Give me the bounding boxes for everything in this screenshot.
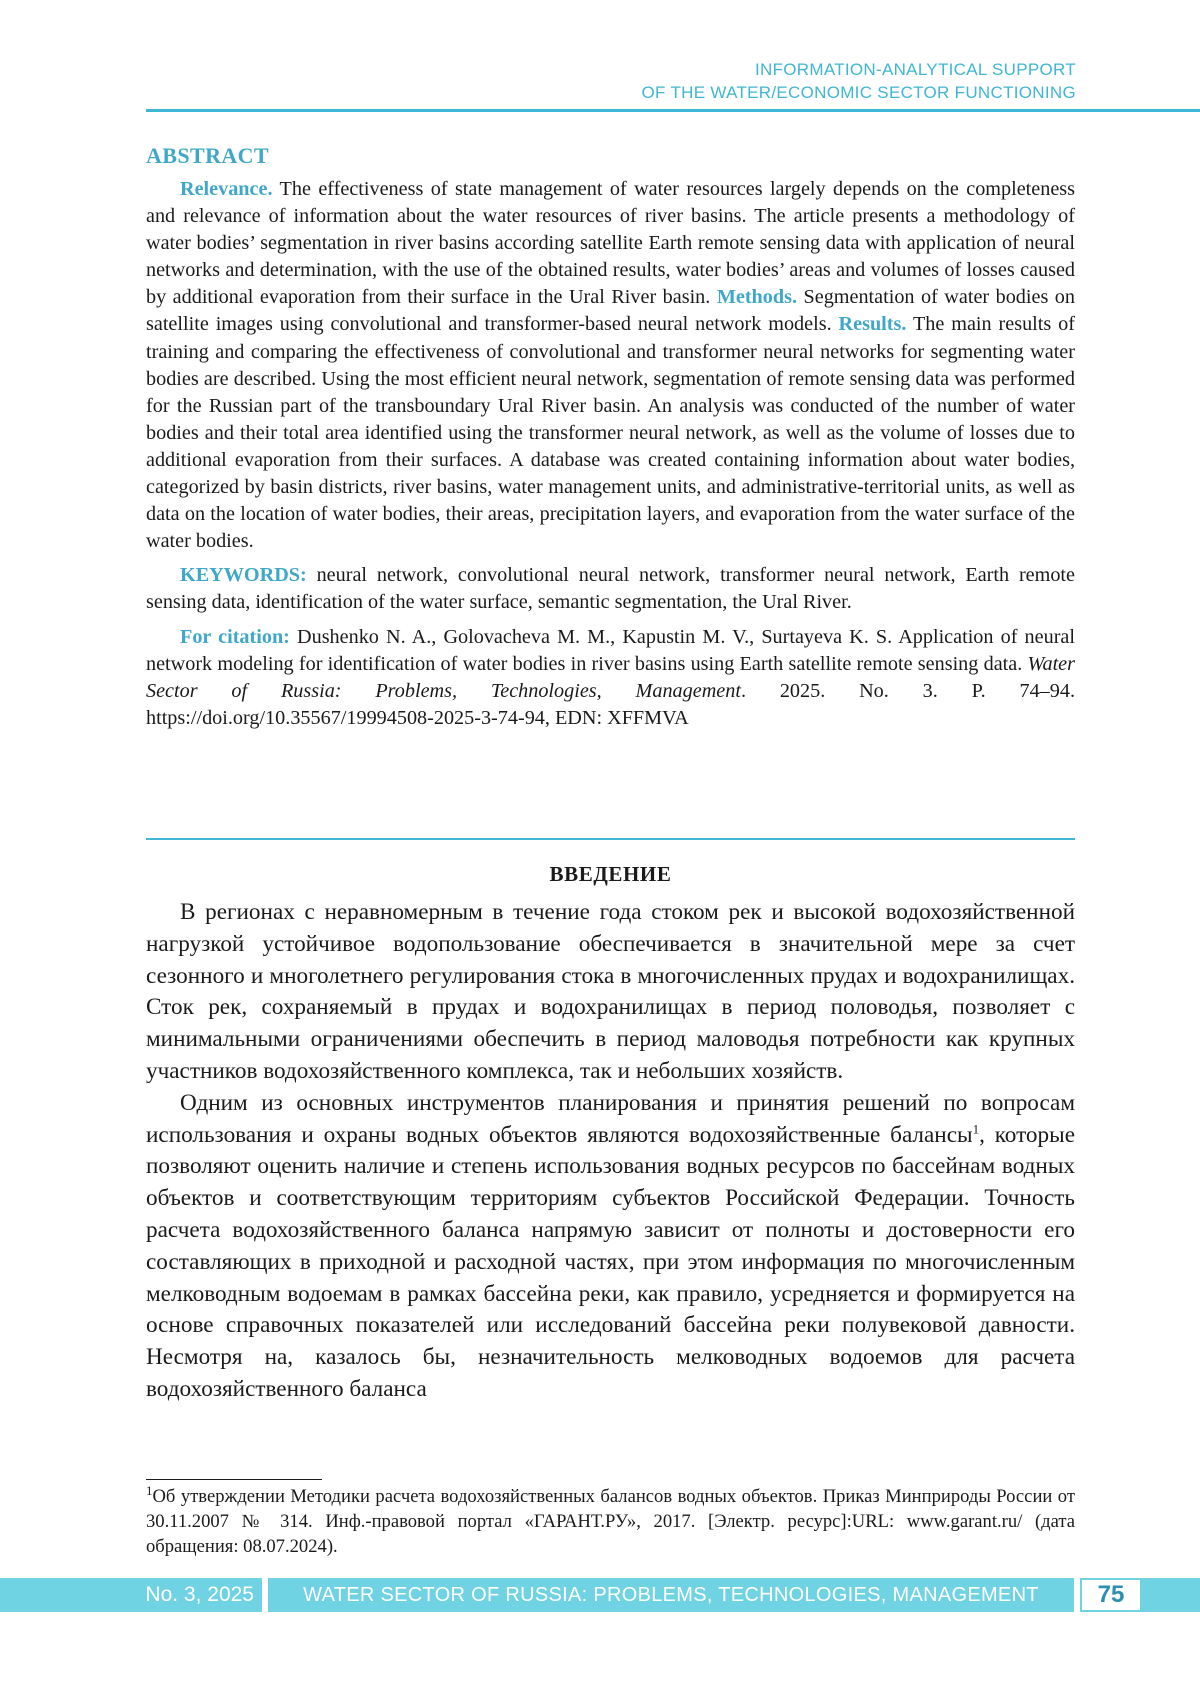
abstract-body: [146, 176, 1075, 739]
citation-journal: Water Sector of Russia: Problems, Technologies, Management: [146, 652, 1075, 702]
citation-label: For citation:: [180, 625, 290, 648]
footnote-marker: 1: [146, 1482, 153, 1498]
citation-text-2: . 2025. No. 3. P. 74–94. https://doi.org/10.35567/19994508-2025-3-74-94, EDN: XFFMVA: [146, 679, 1075, 729]
body-paragraph-2-part-b: , которые позволяют оценить наличие и степень использования водных ресурсов по бассейнам водных объектов и соответствующим территориям субъектов Российской Федерации. Точность расчета водохозяйственного баланса напрямую зависит от полноты и достоверности его составляющих в приходной и расходной частях, при этом информация по многочисленным мелководным водоемам в рамках бассейна реки, как правило, усредняется и формируется на основе справочных показателей или исследований бассейна реки полувековой давности. Несмотря на, казалось бы, незначительность мелководных водоемов для расчета водохозяйственного баланса: [146, 1121, 1075, 1402]
citation-paragraph: [146, 624, 1075, 732]
footnote: [146, 1484, 1075, 1559]
footnote-text: Об утверждении Методики расчета водохозяйственных балансов водных объектов. Приказ Минприроды России от 30.11.2007 № 314. Инф.-правовой портал «ГАРАНТ.РУ», 2017. [Электр. ресурс]:URL: www.garant.ru/ (дата обращения: 08.07.2024).: [146, 1486, 1075, 1557]
footer-issue: No. 3, 2025: [0, 1578, 262, 1612]
body-paragraph-1: В регионах с неравномерным в течение года стоком рек и высокой водохозяйственной нагрузкой устойчивое водопользование обеспечивается в значительной мере за счет сезонного и многолетнего регулирования стока в многочисленных прудах и водохранилищах. Сток рек, сохраняемый в прудах и водохранилищах в период половодья, позволяет с минимальными ограничениями обеспечить в период маловодья потребности как крупных участников водохозяйственного комплекса, так и небольших хозяйств.: [146, 899, 1075, 1084]
body-paragraph-2: [146, 1088, 1075, 1406]
page-footer: [0, 1578, 1200, 1612]
running-header: [642, 58, 1076, 104]
relevance-label: Relevance.: [180, 178, 273, 200]
running-header-line-1: INFORMATION-ANALYTICAL SUPPORT: [754, 60, 1076, 79]
section-divider: [146, 838, 1075, 840]
keywords-paragraph: [146, 562, 1075, 616]
running-header-line-2: OF THE WATER/ECONOMIC SECTOR FUNCTIONING: [641, 83, 1076, 102]
results-text: The main results of training and comparing the effectiveness of convolutional and transformer neural networks for segmenting water bodies are described. Using the most efficient neural network, segmentation of remote sensing data was performed for the Russian part of the transboundary Ural River basin. An analysis was conducted of the number of water bodies and their total area identified using the transformer neural network, as well as the volume of losses due to additional evaporation from their surfaces. A database was created containing information about water bodies, categorized by basin districts, river basins, water management units, and administrative-territorial units, as well as data on the location of water bodies, their areas, precipitation layers, and evaporation from the water surface of the water bodies.: [146, 313, 1075, 553]
keywords-label: KEYWORDS:: [180, 564, 307, 587]
footer-journal-title: WATER SECTOR OF RUSSIA: PROBLEMS, TECHNOLOGIES, MANAGEMENT: [268, 1578, 1074, 1612]
citation-text-1: Dushenko N. A., Golovacheva M. M., Kapustin M. V., Surtayeva K. S. Application of neural network modeling for identification of water bodies in river basins using Earth satellite remote sensing data.: [146, 625, 1076, 675]
abstract-heading: ABSTRACT: [146, 143, 270, 168]
methods-label: Methods.: [716, 286, 798, 309]
body-paragraph-2-part-a: Одним из основных инструментов планирования и принятия решений по вопросам использования и охраны водных объектов являются водохозяйственные балансы: [146, 1089, 1075, 1148]
page-number: 75: [1080, 1578, 1142, 1612]
results-label: Results.: [838, 313, 907, 336]
keywords-text: neural network, convolutional neural network, transformer neural network, Earth remote sensing data, identification of the water surface, semantic segmentation, the Ural River.: [146, 564, 1075, 614]
main-body: [146, 897, 1075, 1406]
footnote-divider: [146, 1479, 322, 1480]
methods-text: Segmentation of water bodies on satellite images using convolutional and transformer-based neural network models.: [146, 286, 1075, 336]
header-divider: [146, 109, 1200, 112]
relevance-text: The effectiveness of state management of water resources largely depends on the completeness and relevance of information about the water resources of river basins. The article presents a methodology of water bodies’ segmentation in river basins according satellite Earth remote sensing data with application of neural networks and determination, with the use of the obtained results, water bodies’ areas and volumes of losses caused by additional evaporation from their surface in the Ural River basin.: [146, 178, 1075, 309]
section-title: ВВЕДЕНИЕ: [549, 862, 672, 886]
footnote-reference: 1: [972, 1120, 980, 1136]
abstract-paragraph: [146, 176, 1075, 555]
footer-page-band: [1080, 1578, 1200, 1612]
